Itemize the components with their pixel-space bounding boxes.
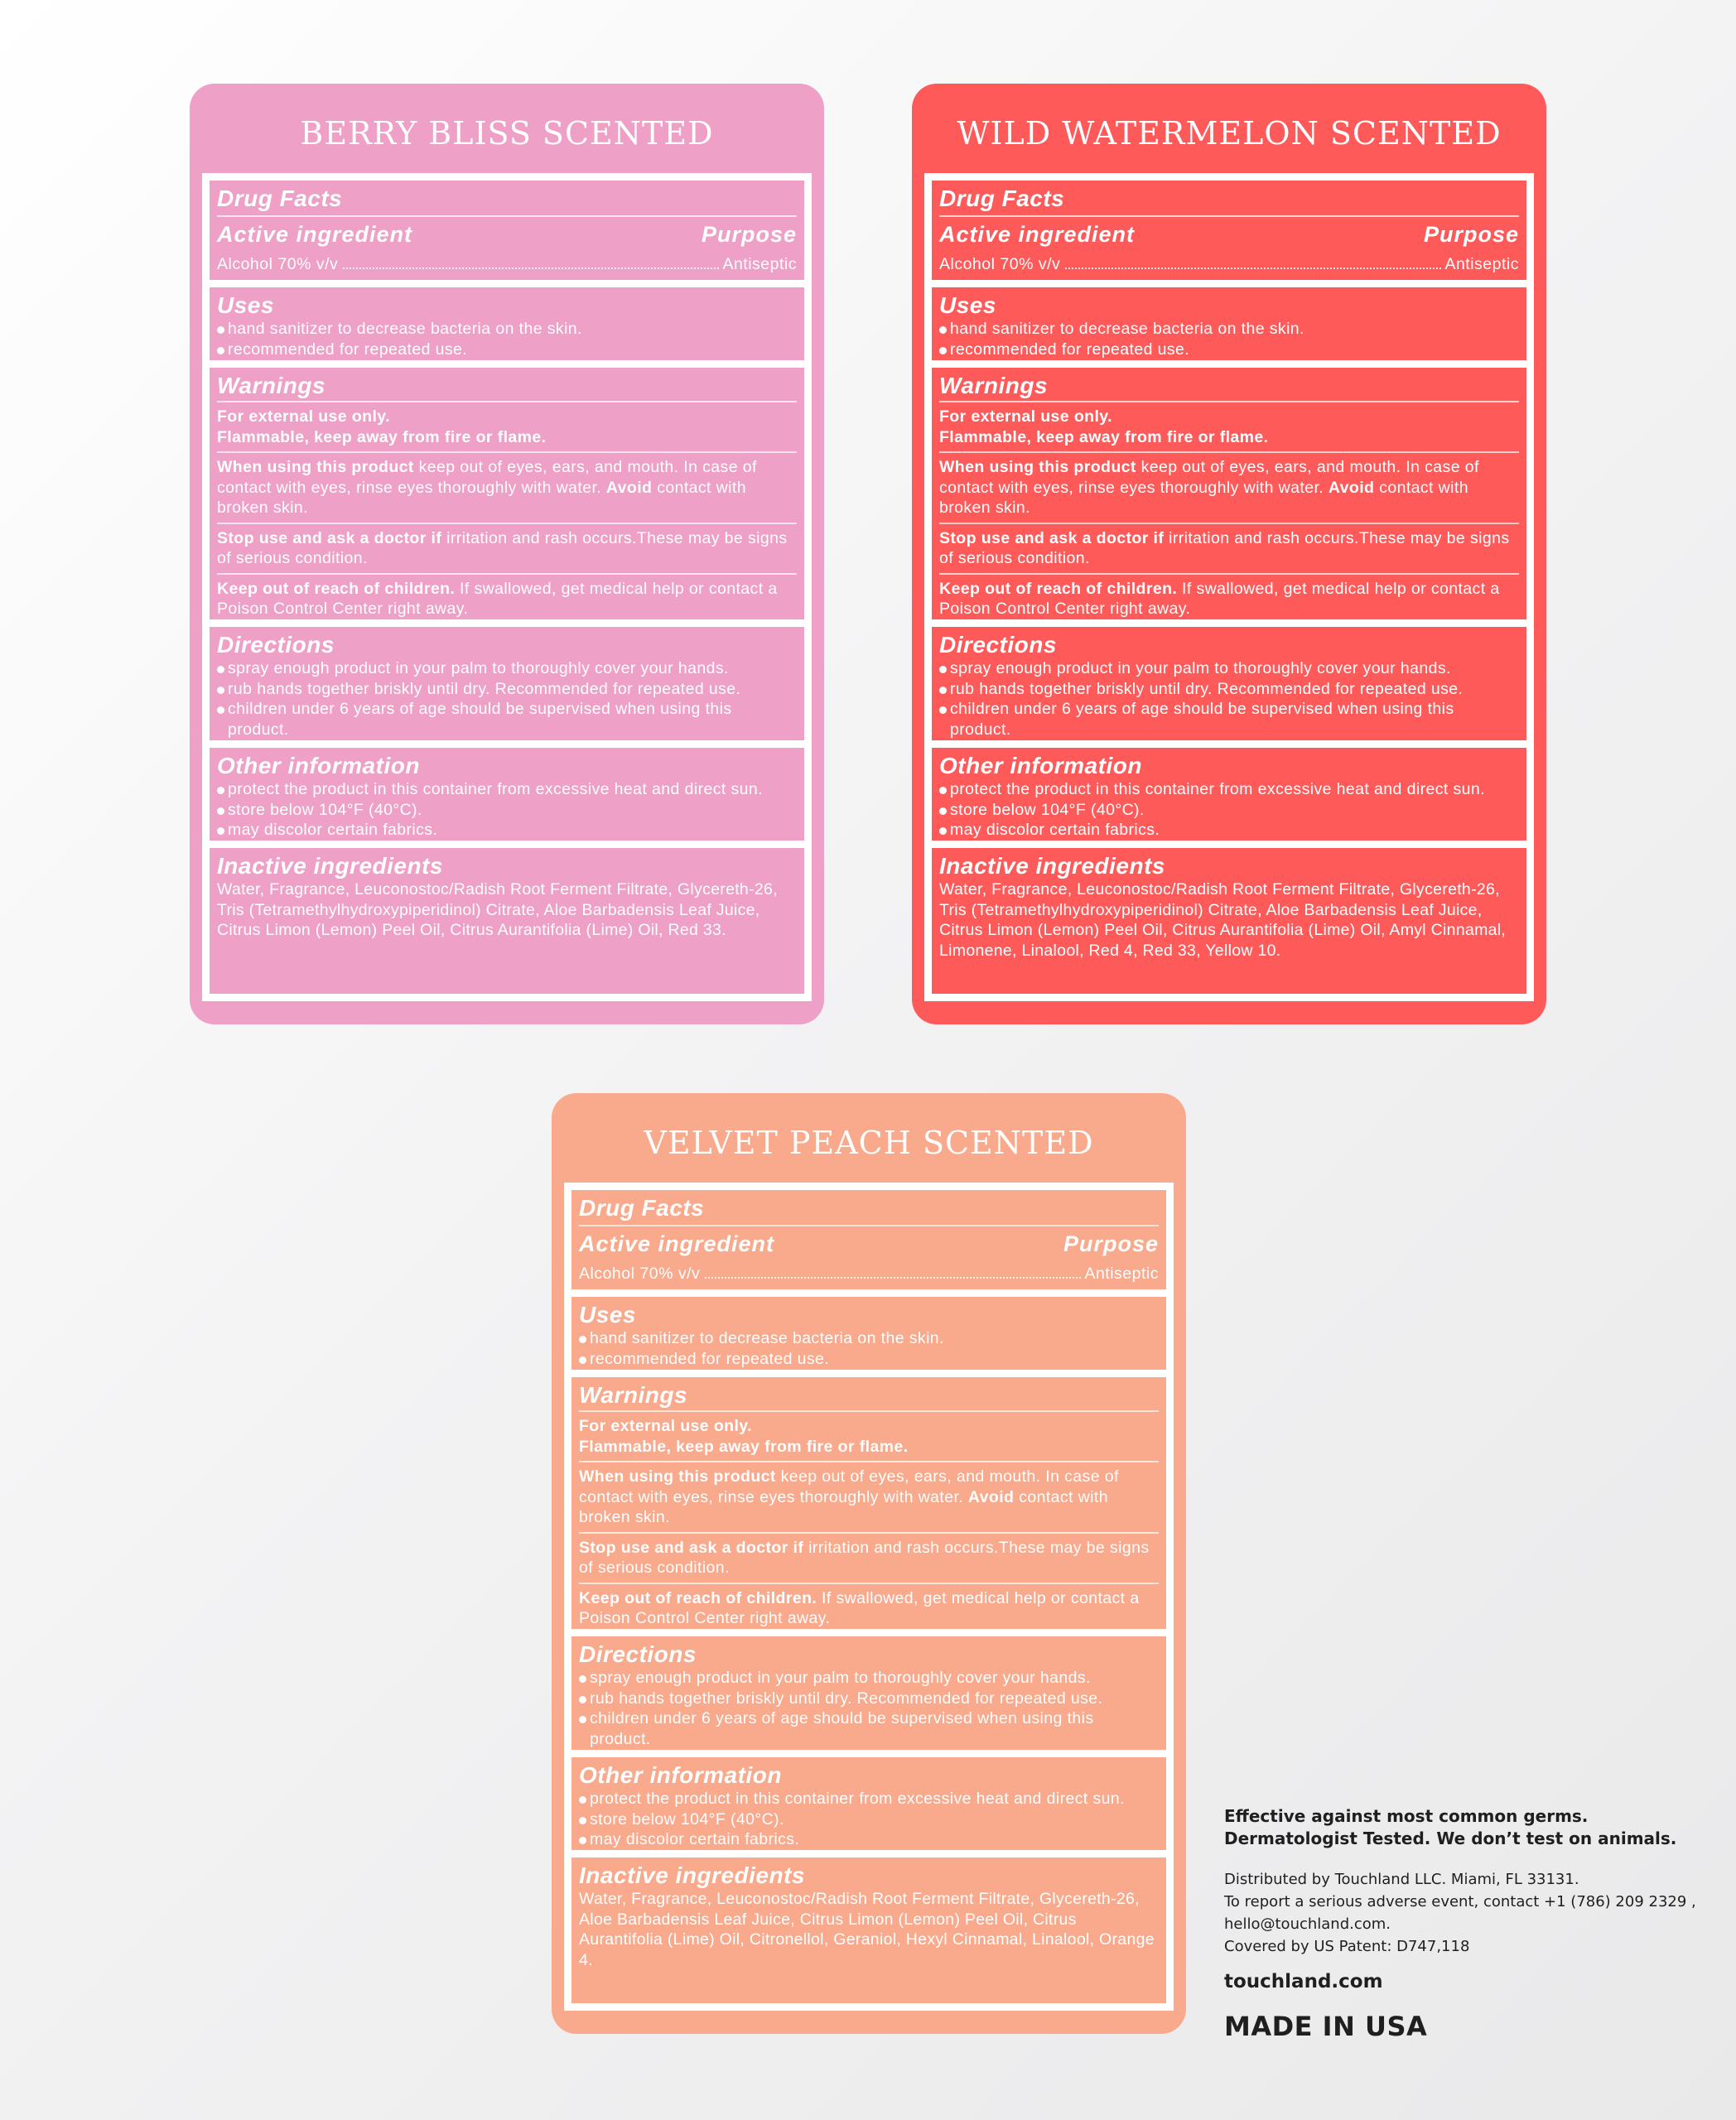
active-ingredient-row bbox=[939, 253, 1519, 275]
purpose-heading: Purpose bbox=[701, 222, 797, 247]
directions-section bbox=[571, 1636, 1166, 1750]
directions-item: spray enough product in your palm to thoroughly cover your hands. bbox=[579, 1668, 1159, 1689]
other-information-item: store below 104°F (40°C). bbox=[939, 800, 1519, 821]
warning-avoid-label: Avoid bbox=[605, 478, 653, 497]
warning-external-line-2: Flammable, keep away from fire or flame. bbox=[217, 427, 547, 446]
active-ingredient-section bbox=[932, 181, 1526, 280]
warning-external-line-1: For external use only. bbox=[579, 1417, 752, 1435]
warning-stop-use-text: irritation and rash occurs.These may be signs of serious condition. bbox=[217, 528, 788, 567]
berry-bliss-card bbox=[190, 84, 824, 1024]
other-information-item: protect the product in this container from excessive heat and direct sun. bbox=[939, 779, 1519, 800]
active-ingredient-row bbox=[579, 1263, 1159, 1284]
purpose-value: Antiseptic bbox=[722, 255, 797, 273]
uses-item: hand sanitizer to decrease bacteria on the skin. bbox=[579, 1328, 1159, 1349]
warning-avoid-text: contact with broken skin. bbox=[939, 478, 1468, 517]
patent-line: Covered by US Patent: D747,118 bbox=[1224, 1938, 1470, 1955]
warning-when-using bbox=[217, 453, 797, 524]
contact-email: hello@touchland.com. bbox=[1224, 1915, 1391, 1933]
warning-keep-out-label: Keep out of reach of children. bbox=[939, 579, 1178, 598]
warning-stop-use bbox=[579, 1534, 1159, 1584]
warning-stop-use-text: irritation and rash occurs.These may be signs of serious condition. bbox=[939, 528, 1510, 567]
warnings-section bbox=[571, 1377, 1166, 1629]
other-information-item: store below 104°F (40°C). bbox=[217, 800, 797, 821]
warnings-heading: Warnings bbox=[579, 1382, 1159, 1412]
drug-facts-panel bbox=[202, 173, 812, 1001]
warning-external-line-1: For external use only. bbox=[939, 407, 1112, 426]
uses-item: recommended for repeated use. bbox=[939, 340, 1519, 360]
uses-item: recommended for repeated use. bbox=[217, 340, 797, 360]
warning-keep-out bbox=[217, 575, 797, 620]
directions-item: children under 6 years of age should be supervised when using this product. bbox=[217, 699, 797, 740]
active-ingredient-value: Alcohol 70% v/v bbox=[217, 255, 339, 273]
warning-external-use bbox=[579, 1412, 1159, 1462]
directions-item: rub hands together briskly until dry. Recommended for repeated use. bbox=[579, 1689, 1159, 1709]
active-ingredient-value: Alcohol 70% v/v bbox=[939, 255, 1061, 273]
warning-keep-out-text: If swallowed, get medical help or contact a Poison Control Center right away. bbox=[939, 579, 1500, 618]
drug-facts-panel bbox=[564, 1183, 1174, 2011]
directions-section bbox=[932, 627, 1526, 740]
warning-when-using-label: When using this product bbox=[939, 458, 1136, 476]
inactive-ingredients-heading: Inactive ingredients bbox=[579, 1862, 805, 1888]
uses-item: hand sanitizer to decrease bacteria on the skin. bbox=[939, 319, 1519, 340]
other-information-item: protect the product in this container from excessive heat and direct sun. bbox=[217, 779, 797, 800]
other-information-section bbox=[210, 748, 804, 841]
label-footer bbox=[1224, 1805, 1721, 2042]
warning-keep-out bbox=[579, 1584, 1159, 1630]
warning-when-using-text: keep out of eyes, ears, and mouth. In case of contact with eyes, rinse eyes thoroughly with water. bbox=[217, 458, 757, 497]
active-ingredient-heading: Active ingredient bbox=[939, 222, 1136, 247]
active-ingredient-heading: Active ingredient bbox=[579, 1231, 775, 1256]
other-information-heading: Other information bbox=[579, 1762, 782, 1788]
active-ingredient-header-row bbox=[939, 220, 1519, 248]
warning-stop-use-label: Stop use and ask a doctor if bbox=[217, 528, 442, 547]
active-ingredient-header-row bbox=[579, 1230, 1159, 1258]
warning-stop-use-text: irritation and rash occurs.These may be signs of serious condition. bbox=[579, 1538, 1150, 1577]
warning-when-using-label: When using this product bbox=[579, 1467, 776, 1486]
adverse-event-line: To report a serious adverse event, contact +1 (786) 209 2329 , bbox=[1224, 1893, 1696, 1910]
drug-facts-heading: Drug Facts bbox=[579, 1195, 1159, 1226]
other-information-item: may discolor certain fabrics. bbox=[939, 820, 1519, 841]
directions-heading: Directions bbox=[217, 632, 335, 658]
claim-germs: Effective against most common germs. bbox=[1224, 1806, 1589, 1826]
directions-item: children under 6 years of age should be supervised when using this product. bbox=[939, 699, 1519, 740]
active-ingredient-value: Alcohol 70% v/v bbox=[579, 1265, 701, 1283]
uses-heading: Uses bbox=[939, 292, 996, 318]
warning-when-using-label: When using this product bbox=[217, 458, 414, 476]
warning-keep-out-label: Keep out of reach of children. bbox=[579, 1588, 817, 1607]
inactive-ingredients-section bbox=[571, 1857, 1166, 2003]
warnings-section bbox=[210, 368, 804, 619]
warning-avoid-label: Avoid bbox=[967, 1487, 1015, 1506]
purpose-value: Antiseptic bbox=[1084, 1265, 1159, 1283]
uses-section bbox=[571, 1297, 1166, 1370]
inactive-ingredients-heading: Inactive ingredients bbox=[939, 853, 1165, 879]
dot-leader bbox=[1065, 267, 1441, 269]
warning-external-line-2: Flammable, keep away from fire or flame. bbox=[939, 427, 1269, 446]
warning-external-line-1: For external use only. bbox=[217, 407, 390, 426]
drug-facts-heading: Drug Facts bbox=[217, 186, 797, 217]
dot-leader bbox=[343, 267, 719, 269]
distributor-line: Distributed by Touchland LLC. Miami, FL 33131. bbox=[1224, 1871, 1579, 1888]
website-text: touchland.com bbox=[1224, 1971, 1383, 1992]
purpose-heading: Purpose bbox=[1063, 1231, 1159, 1256]
warnings-heading: Warnings bbox=[939, 373, 1519, 402]
other-information-item: store below 104°F (40°C). bbox=[579, 1809, 1159, 1830]
directions-item: children under 6 years of age should be supervised when using this product. bbox=[579, 1708, 1159, 1749]
warning-stop-use-label: Stop use and ask a doctor if bbox=[939, 528, 1165, 547]
directions-section bbox=[210, 627, 804, 740]
active-ingredient-row bbox=[217, 253, 797, 275]
active-ingredient-section bbox=[210, 181, 804, 280]
directions-item: rub hands together briskly until dry. Recommended for repeated use. bbox=[939, 679, 1519, 700]
inactive-ingredients-text: Water, Fragrance, Leuconostoc/Radish Root Ferment Filtrate, Glycereth-26, Tris (Tetramethylhydroxypiperidinol) Citrate, Aloe Barbadensis Leaf Juice, Citrus Limon (Lemon) Peel Oil, Citrus Aurantifolia (Lime) Oil, Amyl Cinnamal, Limonene, Linalool, Red 4, Red 33, Yellow 10. bbox=[939, 880, 1507, 960]
warning-avoid-text: contact with broken skin. bbox=[579, 1487, 1108, 1526]
wild-watermelon-card bbox=[912, 84, 1546, 1024]
uses-heading: Uses bbox=[579, 1302, 636, 1327]
purpose-value: Antiseptic bbox=[1444, 255, 1519, 273]
warning-avoid-label: Avoid bbox=[1328, 478, 1375, 497]
warning-when-using-text: keep out of eyes, ears, and mouth. In case of contact with eyes, rinse eyes thoroughly with water. bbox=[939, 458, 1479, 497]
inactive-ingredients-heading: Inactive ingredients bbox=[217, 853, 443, 879]
uses-heading: Uses bbox=[217, 292, 274, 318]
card-title: BERRY BLISS SCENTED bbox=[300, 115, 714, 152]
other-information-item: may discolor certain fabrics. bbox=[579, 1829, 1159, 1850]
made-in-usa: MADE IN USA bbox=[1224, 2011, 1428, 2042]
directions-item: rub hands together briskly until dry. Recommended for repeated use. bbox=[217, 679, 797, 700]
warning-external-use bbox=[939, 402, 1519, 453]
uses-item: recommended for repeated use. bbox=[579, 1349, 1159, 1370]
other-information-item: may discolor certain fabrics. bbox=[217, 820, 797, 841]
uses-item: hand sanitizer to decrease bacteria on the skin. bbox=[217, 319, 797, 340]
inactive-ingredients-section bbox=[932, 848, 1526, 994]
inactive-ingredients-text: Water, Fragrance, Leuconostoc/Radish Root Ferment Filtrate, Glycereth-26, Aloe Barbadensis Leaf Juice, Citrus Limon (Lemon) Peel Oil, Citrus Aurantifolia (Lime) Oil, Citronellol, Geraniol, Hexyl Cinnamal, Linalool, Orange 4. bbox=[579, 1890, 1155, 1969]
warning-avoid-text: contact with broken skin. bbox=[217, 478, 746, 517]
directions-heading: Directions bbox=[579, 1641, 697, 1667]
warning-when-using bbox=[939, 453, 1519, 524]
dot-leader bbox=[705, 1277, 1081, 1279]
drug-facts-heading: Drug Facts bbox=[939, 186, 1519, 217]
active-ingredient-heading: Active ingredient bbox=[217, 222, 413, 247]
card-title: WILD WATERMELON SCENTED bbox=[957, 115, 1502, 152]
warning-stop-use bbox=[217, 524, 797, 575]
warning-keep-out bbox=[939, 575, 1519, 620]
warning-when-using-text: keep out of eyes, ears, and mouth. In case of contact with eyes, rinse eyes thoroughly with water. bbox=[579, 1467, 1119, 1506]
warning-external-line-2: Flammable, keep away from fire or flame. bbox=[579, 1437, 909, 1456]
warning-external-use bbox=[217, 402, 797, 453]
active-ingredient-section bbox=[571, 1190, 1166, 1289]
directions-item: spray enough product in your palm to thoroughly cover your hands. bbox=[217, 658, 797, 679]
active-ingredient-header-row bbox=[217, 220, 797, 248]
other-information-section bbox=[932, 748, 1526, 841]
directions-item: spray enough product in your palm to thoroughly cover your hands. bbox=[939, 658, 1519, 679]
warning-keep-out-label: Keep out of reach of children. bbox=[217, 579, 456, 598]
directions-heading: Directions bbox=[939, 632, 1057, 658]
warning-keep-out-text: If swallowed, get medical help or contact a Poison Control Center right away. bbox=[579, 1588, 1140, 1627]
warning-stop-use-label: Stop use and ask a doctor if bbox=[579, 1538, 804, 1557]
claim-dermatologist: Dermatologist Tested. We don’t test on animals. bbox=[1224, 1828, 1677, 1848]
other-information-item: protect the product in this container from excessive heat and direct sun. bbox=[579, 1789, 1159, 1809]
inactive-ingredients-text: Water, Fragrance, Leuconostoc/Radish Root Ferment Filtrate, Glycereth-26, Tris (Tetramethylhydroxypiperidinol) Citrate, Aloe Barbadensis Leaf Juice, Citrus Limon (Lemon) Peel Oil, Citrus Aurantifolia (Lime) Oil, Red 33. bbox=[217, 880, 778, 939]
inactive-ingredients-section bbox=[210, 848, 804, 994]
warning-when-using bbox=[579, 1462, 1159, 1534]
card-title: VELVET PEACH SCENTED bbox=[644, 1125, 1094, 1161]
other-information-heading: Other information bbox=[939, 753, 1142, 778]
warning-keep-out-text: If swallowed, get medical help or contact a Poison Control Center right away. bbox=[217, 579, 778, 618]
uses-section bbox=[210, 287, 804, 360]
drug-facts-panel bbox=[924, 173, 1534, 1001]
warnings-heading: Warnings bbox=[217, 373, 797, 402]
other-information-heading: Other information bbox=[217, 753, 420, 778]
warning-stop-use bbox=[939, 524, 1519, 575]
warnings-section bbox=[932, 368, 1526, 619]
uses-section bbox=[932, 287, 1526, 360]
purpose-heading: Purpose bbox=[1423, 222, 1519, 247]
velvet-peach-card bbox=[552, 1093, 1186, 2034]
other-information-section bbox=[571, 1757, 1166, 1850]
